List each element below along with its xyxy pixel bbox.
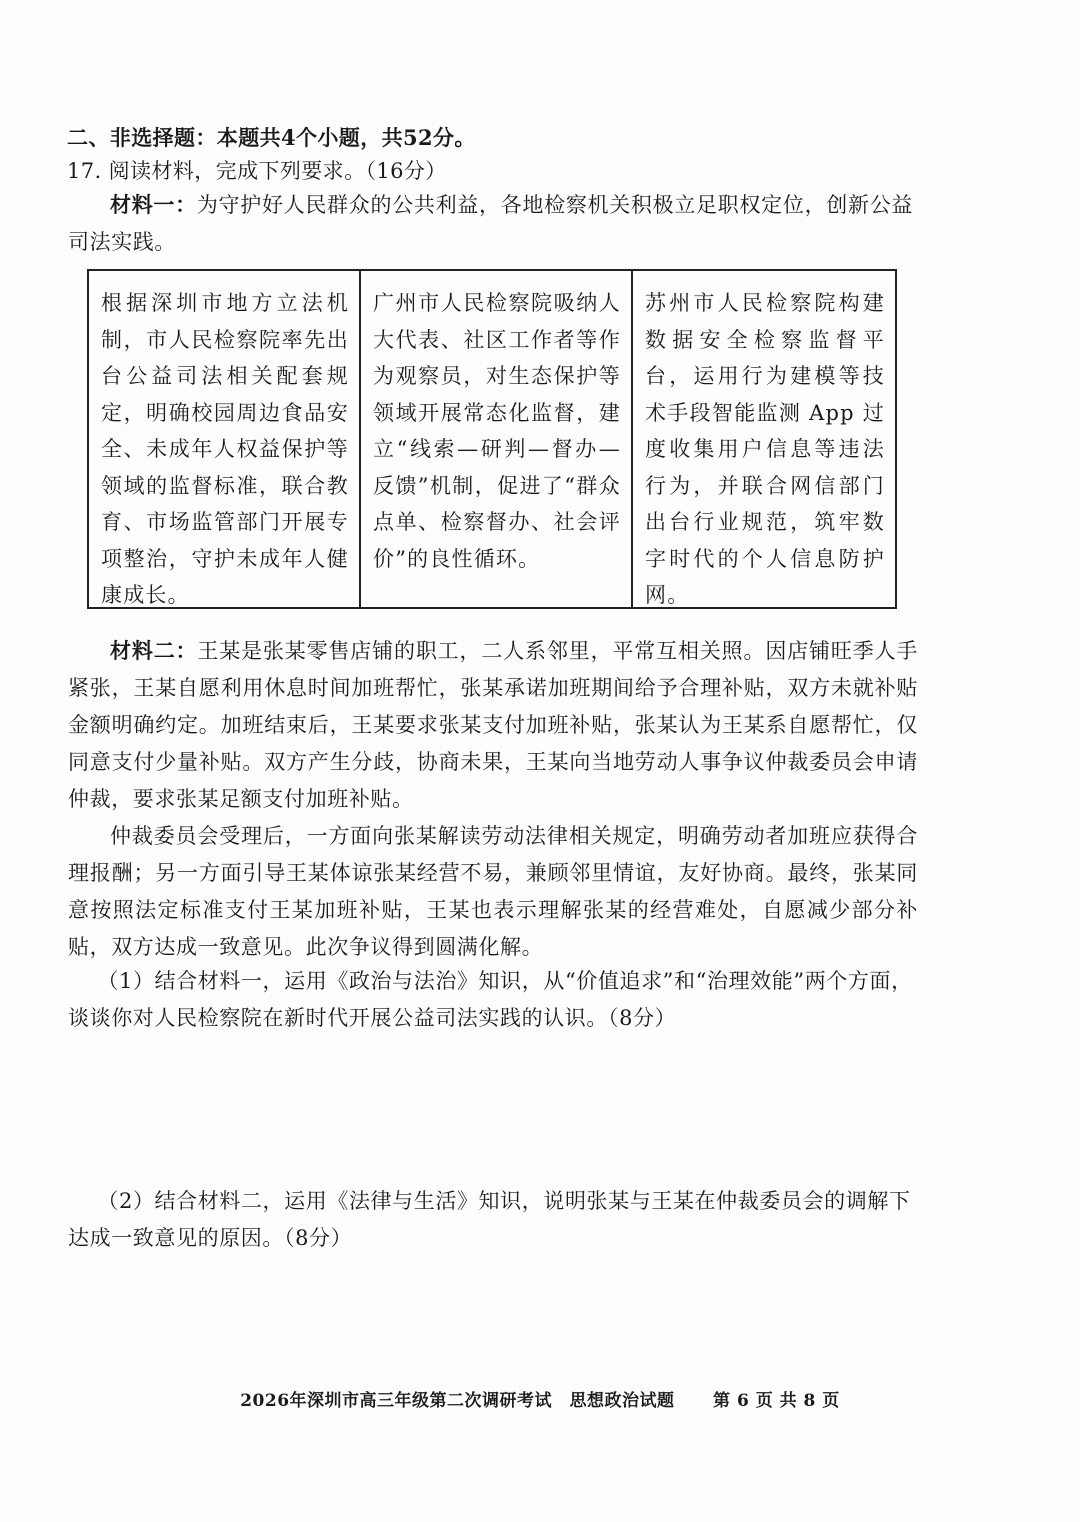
sub-question-2-text: （2）结合材料二，运用《法律与生活》知识，说明张某与王某在仲裁委员会的调解下达成一致意见的原因。（8分） xyxy=(68,1189,911,1250)
material-1 xyxy=(68,186,913,261)
material-2-text-2: 仲裁委员会受理后，一方面向张某解读劳动法律相关规定，明确劳动者加班应获得合理报酬；另一方面引导王某体谅张某经营不易，兼顾邻里情谊，友好协商。最终，张某同意按照法定标准支付王某加班补贴，王某也表示理解张某的经营难处，自愿减少部分补贴，双方达成一致意见。此次争议得到圆满化解。 xyxy=(68,824,918,959)
material-1-table xyxy=(87,269,897,609)
material-1-text: 为守护好人民群众的公共利益，各地检察机关积极立足职权定位，创新公益司法实践。 xyxy=(68,193,913,254)
sub-question-2 xyxy=(68,1183,918,1257)
sub-question-1-text: （1）结合材料一，运用《政治与法治》知识，从“价值追求”和“治理效能”两个方面，谈谈你对人民检察院在新时代开展公益司法实践的认识。（8分） xyxy=(68,969,913,1030)
footer-page-info: 第 6 页 共 8 页 xyxy=(713,1391,840,1411)
section-heading: 二、非选择题：本题共4个小题，共52分。 xyxy=(67,125,476,150)
material-2-lead: 材料二： xyxy=(110,638,198,663)
table-cell-guangzhou: 广州市人民检察院吸纳人大代表、社区工作者等作为观察员，对生态保护等领域开展常态化监督，建立“线索—研判—督办—反馈”机制，促进了“群众点单、检察督办、社会评价”的良性循环。 xyxy=(359,271,631,607)
material-2 xyxy=(68,632,918,966)
question-17-stem: 17. 阅读材料，完成下列要求。（16分） xyxy=(67,159,447,183)
sub-question-1 xyxy=(68,963,918,1037)
footer-exam-title: 2026年深圳市高三年级第二次调研考试 思想政治试题 xyxy=(240,1391,675,1411)
table-cell-shenzhen: 根据深圳市地方立法机制，市人民检察院率先出台公益司法相关配套规定，明确校园周边食品安全、未成年人权益保护等领域的监督标准，联合教育、市场监管部门开展专项整治，守护未成年人健康成长。 xyxy=(101,291,349,607)
page-footer xyxy=(0,1386,1080,1411)
material-1-lead: 材料一： xyxy=(110,192,197,217)
material-2-text: 王某是张某零售店铺的职工，二人系邻里，平常互相关照。因店铺旺季人手紧张，王某自愿利用休息时间加班帮忙，张某承诺加班期间给予合理补贴，双方未就补贴金额明确约定。加班结束后，王某要求张某支付加班补贴，张某认为王某系自愿帮忙，仅同意支付少量补贴。双方产生分歧，协商未果，王某向当地劳动人事争议仲裁委员会申请仲裁，要求张某足额支付加班补贴。 xyxy=(68,639,919,811)
table-cell-suzhou: 苏州市人民检察院构建数据安全检察监督平台，运用行为建模等技术手段智能监测 App 过度收集用户信息等违法行为，并联合网信部门出台行业规范，筑牢数字时代的个人信息防护网。 xyxy=(631,271,895,607)
